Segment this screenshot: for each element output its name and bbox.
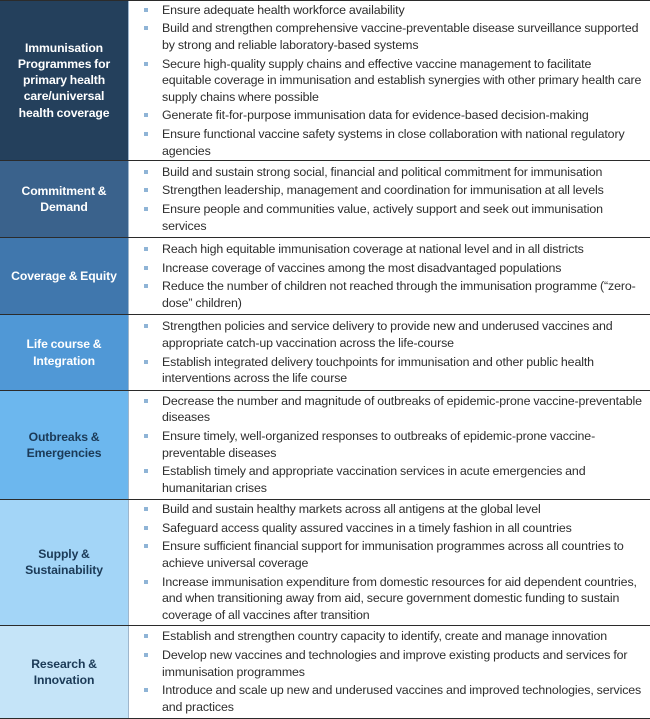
category-label: Coverage & Equity — [11, 269, 117, 284]
objectives-cell-immunisation-programmes — [128, 1, 650, 160]
list-item-text: Strengthen policies and service delivery to provide new and underused vaccines and appropriate catch-up vaccination across the life-course — [162, 319, 613, 350]
square-bullet-icon — [144, 469, 148, 473]
list-item-text: Safeguard access quality assured vaccines in a timely fashion in all countries — [162, 520, 572, 535]
square-bullet-icon — [144, 507, 148, 511]
category-cell-outbreaks-emergencies — [0, 391, 128, 499]
list-item — [129, 647, 642, 680]
list-item — [129, 393, 642, 426]
list-item-text: Ensure people and communities value, actively support and seek out immunisation services — [162, 201, 603, 233]
category-label: Immunisation Programmes for primary health care/universal health coverage — [17, 41, 111, 120]
square-bullet-icon — [144, 653, 148, 657]
list-item-text: Ensure adequate health workforce availability — [162, 2, 405, 17]
list-item — [129, 241, 642, 258]
table-row — [0, 0, 650, 160]
list-item-text: Increase coverage of vaccines among the most disadvantaged populations — [162, 260, 562, 275]
table-row — [0, 499, 650, 625]
list-item-text: Introduce and scale up new and underused vaccines and improved technologies, services and practices — [162, 683, 642, 714]
square-bullet-icon — [144, 324, 148, 328]
objectives-cell-outbreaks-emergencies — [128, 391, 650, 499]
list-item — [129, 164, 642, 181]
square-bullet-icon — [144, 688, 148, 692]
list-item — [129, 318, 642, 351]
list-item — [129, 520, 642, 537]
objectives-cell-research-innovation — [128, 626, 650, 718]
square-bullet-icon — [144, 62, 148, 66]
objectives-list — [129, 628, 642, 715]
category-label: Commitment & Demand — [21, 183, 107, 214]
objectives-cell-supply-sustainability — [128, 500, 650, 625]
objectives-list — [129, 2, 642, 159]
square-bullet-icon — [144, 188, 148, 192]
square-bullet-icon — [144, 360, 148, 364]
list-item-text: Establish and strengthen country capacity to identify, create and manage innovation — [162, 629, 608, 644]
table-row — [0, 237, 650, 314]
category-cell-coverage-equity — [0, 238, 128, 314]
list-item — [129, 428, 642, 461]
category-cell-immunisation-programmes — [0, 1, 128, 160]
list-item — [129, 628, 642, 645]
list-item — [129, 538, 642, 571]
square-bullet-icon — [144, 207, 148, 211]
objectives-list — [129, 393, 642, 497]
category-label: Supply & Sustainability — [25, 547, 103, 578]
list-item — [129, 2, 642, 19]
list-item-text: Establish integrated delivery touchpoints for immunisation and other public health interventions across the life course — [162, 354, 594, 386]
list-item — [129, 463, 642, 496]
list-item-text: Build and sustain healthy markets across all antigens at the global level — [162, 502, 541, 517]
list-item-text: Reduce the number of children not reached through the immunisation programme (“zero-dose” children) — [162, 279, 636, 310]
list-item — [129, 354, 642, 387]
list-item-text: Increase immunisation expenditure from domestic resources for aid dependent countries, and when transitioning away from aid, secure government domestic funding to sustain coverage of all vaccines after transition — [162, 574, 637, 622]
objectives-cell-life-course-integration — [128, 315, 650, 389]
list-item-text: Build and sustain strong social, financial and political commitment for immunisation — [162, 164, 603, 179]
objectives-list — [129, 318, 642, 386]
square-bullet-icon — [144, 26, 148, 30]
list-item — [129, 501, 642, 518]
objectives-list — [129, 501, 642, 623]
list-item — [129, 682, 642, 715]
square-bullet-icon — [144, 113, 148, 117]
list-item-text: Ensure sufficient financial support for immunisation programmes across all countries to achieve universal coverage — [162, 539, 624, 570]
list-item — [129, 574, 642, 624]
list-item-text: Generate fit-for-purpose immunisation data for evidence-based decision-making — [162, 108, 589, 123]
list-item-text: Develop new vaccines and technologies and improve existing products and services for immunisation programmes — [162, 648, 628, 679]
list-item-text: Strengthen leadership, management and coordination for immunisation at all levels — [162, 183, 604, 198]
list-item-text: Secure high-quality supply chains and effective vaccine management to facilitate equitable coverage in immunisation and establish synergies with other primary health care supply chains where possible — [162, 56, 642, 104]
list-item — [129, 56, 642, 106]
square-bullet-icon — [144, 580, 148, 584]
square-bullet-icon — [144, 526, 148, 530]
square-bullet-icon — [144, 247, 148, 251]
square-bullet-icon — [144, 634, 148, 638]
table-row — [0, 625, 650, 719]
category-cell-research-innovation — [0, 626, 128, 718]
list-item — [129, 107, 642, 124]
category-cell-commitment-demand — [0, 161, 128, 237]
list-item — [129, 20, 642, 53]
square-bullet-icon — [144, 284, 148, 288]
category-label: Research & Innovation — [31, 656, 97, 687]
square-bullet-icon — [144, 132, 148, 136]
category-label: Outbreaks & Emergencies — [26, 429, 102, 460]
table-row — [0, 390, 650, 499]
square-bullet-icon — [144, 544, 148, 548]
objectives-list — [129, 241, 642, 311]
table-row — [0, 314, 650, 389]
category-cell-life-course-integration — [0, 315, 128, 389]
list-item — [129, 260, 642, 277]
list-item — [129, 182, 642, 199]
objectives-cell-coverage-equity — [128, 238, 650, 314]
list-item-text: Decrease the number and magnitude of outbreaks of epidemic-prone vaccine-preventable diseases — [162, 393, 642, 425]
list-item — [129, 201, 642, 234]
square-bullet-icon — [144, 434, 148, 438]
list-item — [129, 126, 642, 159]
list-item-text: Ensure timely, well-organized responses to outbreaks of epidemic-prone vaccine-preventable diseases — [162, 429, 596, 460]
square-bullet-icon — [144, 399, 148, 403]
objectives-list — [129, 164, 642, 234]
objectives-cell-commitment-demand — [128, 161, 650, 237]
square-bullet-icon — [144, 8, 148, 12]
square-bullet-icon — [144, 266, 148, 270]
list-item-text: Ensure functional vaccine safety systems in close collaboration with national regulatory agencies — [162, 126, 625, 158]
category-cell-supply-sustainability — [0, 500, 128, 625]
table-row — [0, 160, 650, 237]
list-item-text: Build and strengthen comprehensive vaccine-preventable disease surveillance supported by strong and reliable laboratory-based systems — [162, 21, 639, 52]
square-bullet-icon — [144, 170, 148, 174]
list-item — [129, 278, 642, 311]
list-item-text: Establish timely and appropriate vaccination services in acute emergencies and humanitarian crises — [162, 464, 586, 495]
category-label: Life course & Integration — [26, 337, 102, 368]
list-item-text: Reach high equitable immunisation coverage at national level and in all districts — [162, 242, 584, 257]
